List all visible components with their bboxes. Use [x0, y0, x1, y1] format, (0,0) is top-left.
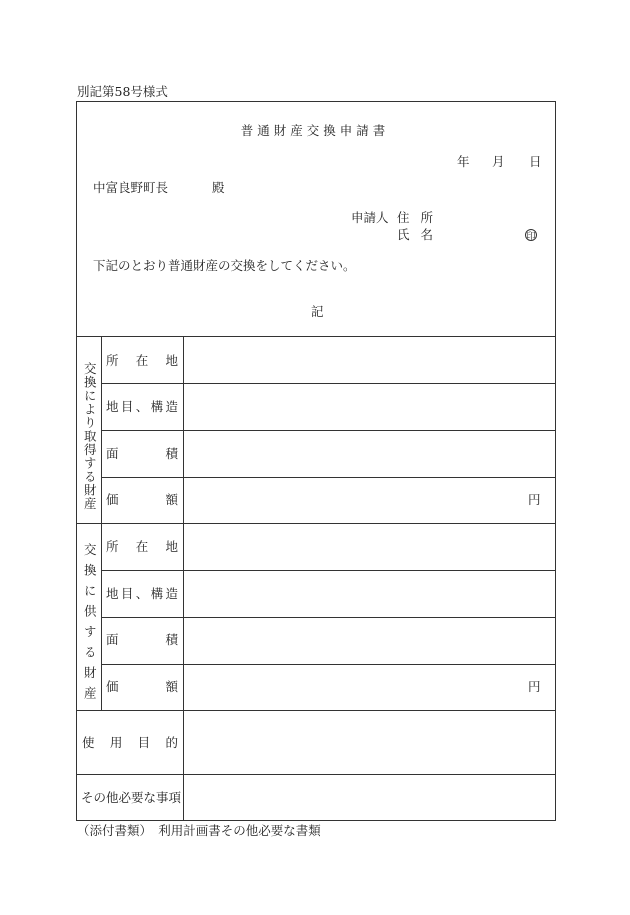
s2-yen-unit: 円	[528, 679, 541, 694]
s2-row-landuse	[106, 588, 178, 601]
s1-yen-unit: 円	[528, 492, 541, 507]
date-year-label: 年	[457, 154, 470, 169]
request-text: 下記のとおり普通財産の交換をしてください。	[93, 258, 356, 273]
name-label-text: 氏 名	[397, 227, 433, 242]
divider	[101, 664, 556, 665]
form-frame	[76, 101, 556, 821]
s2-row-area	[106, 634, 178, 647]
name-label	[397, 229, 433, 242]
s2-row-location-label: 所 在 地	[106, 539, 178, 554]
form-number-label: 別記第58号様式	[77, 84, 168, 99]
honorific: 殿	[212, 180, 225, 195]
other-label: その他必要な事項	[81, 790, 182, 805]
divider	[101, 383, 556, 384]
s1-row-area-label: 面 積	[106, 446, 178, 461]
s2-row-location	[106, 541, 178, 554]
address-label	[397, 212, 433, 225]
s2-row-area-label: 面 積	[106, 632, 178, 647]
date-day-label: 日	[529, 154, 542, 169]
s1-row-landuse-label: 地 目 、 構 造	[106, 399, 178, 414]
attachment-note: （添付書類） 利用計画書その他必要な書類	[77, 823, 321, 838]
section1-heading-text: 交換により取得する財産	[82, 362, 98, 511]
s2-row-price-label: 価 額	[106, 679, 178, 694]
address-label-text: 住 所	[397, 210, 433, 225]
divider	[101, 617, 556, 618]
s1-row-landuse	[106, 401, 178, 414]
addressee: 中富良野町長	[93, 180, 169, 195]
heading-column-line	[101, 336, 102, 710]
ki-label: 記	[311, 304, 324, 319]
s1-row-price-label: 価 額	[106, 492, 178, 507]
divider	[101, 430, 556, 431]
label-column-line	[183, 336, 184, 821]
divider-header	[76, 336, 556, 337]
s1-row-location	[106, 355, 178, 368]
s2-row-landuse-label: 地 目 、 構 造	[106, 586, 178, 601]
seal-mark: 印	[525, 229, 537, 241]
section2-heading	[81, 543, 97, 707]
date-month-label: 月	[492, 154, 505, 169]
purpose-label-text: 使 用 目 的	[82, 735, 178, 750]
section1-heading	[81, 362, 97, 511]
divider-section	[76, 774, 556, 775]
form-title: 普通財産交換申請書	[240, 123, 390, 138]
s1-row-price	[106, 494, 178, 507]
s2-row-price	[106, 681, 178, 694]
s1-row-location-label: 所 在 地	[106, 353, 178, 368]
applicant-label: 申請人	[351, 210, 389, 225]
divider	[101, 570, 556, 571]
divider-section	[76, 710, 556, 711]
section2-heading-text: 交換に供する財産	[82, 543, 98, 707]
purpose-label	[82, 737, 178, 750]
divider-section	[76, 523, 556, 524]
s1-row-area	[106, 448, 178, 461]
divider	[101, 477, 556, 478]
